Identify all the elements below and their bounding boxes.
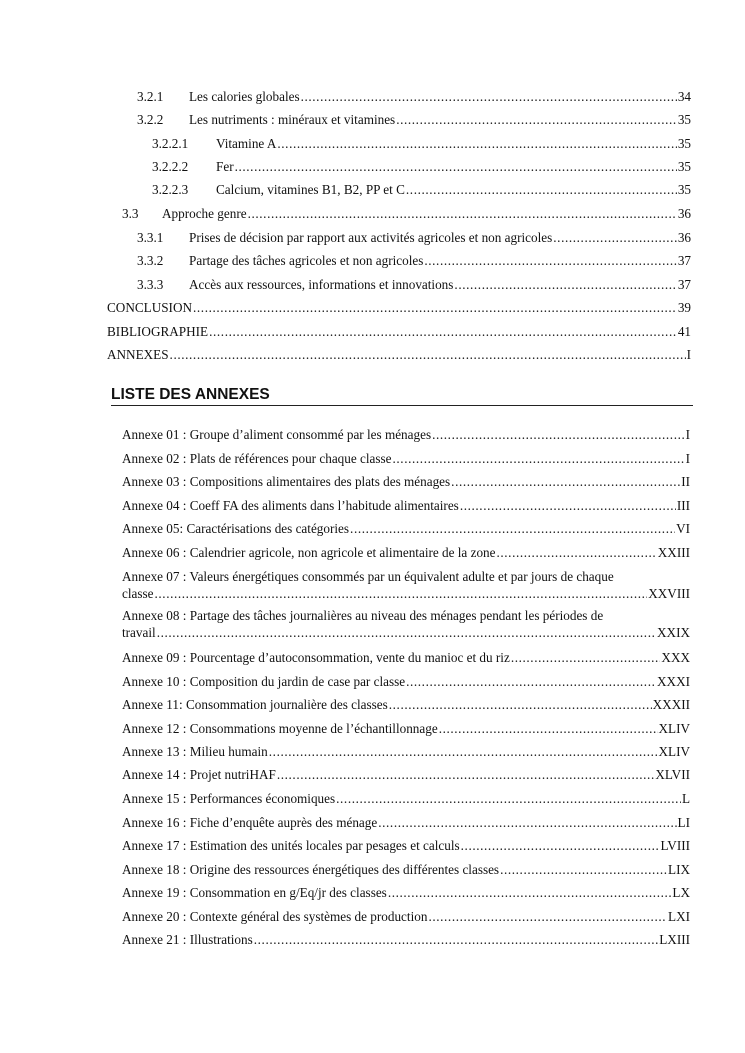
toc-entry[interactable] [152,182,691,198]
annex-entry[interactable] [122,498,690,515]
toc-title: Les nutriments : minéraux et vitamines [189,112,396,127]
annex-title: Annexe 10 : Composition du jardin de case par classe [122,674,406,689]
annex-page: LVIII [660,838,690,853]
annex-entry[interactable] [122,427,690,444]
annex-leader [511,650,661,667]
annex-leader [277,767,654,784]
annex-entry[interactable] [122,862,690,879]
toc-leader [277,136,676,152]
annex-title: Annexe 21 : Illustrations [122,932,253,947]
toc-page: 36 [677,230,691,245]
toc-entry[interactable] [152,159,691,175]
toc-leader [170,347,686,363]
annex-entry[interactable] [122,721,690,738]
toc-leader [396,112,677,128]
toc-entry[interactable] [137,277,691,293]
toc-number: 3.2.2.1 [152,136,189,151]
annex-leader [439,721,658,738]
toc-leader [235,159,677,175]
toc-title: BIBLIOGRAPHIE [107,324,209,339]
annex-title: Annexe 06 : Calendrier agricole, non agricole et alimentaire de la zone [122,545,496,560]
annex-title: Annexe 15 : Performances économiques [122,791,336,806]
toc-number: 3.3 [122,206,139,221]
toc-leader [193,300,677,316]
annex-leader [157,625,656,642]
annex-leader [336,791,681,808]
annex-leader [432,427,685,444]
toc-entry-bibliographie[interactable] [107,324,691,340]
toc-page: I [686,347,691,362]
annex-title: Annexe 18 : Origine des ressources énergétiques des différentes classes [122,862,500,877]
toc-entry-annexes[interactable] [107,347,691,363]
annex-list-heading: LISTE DES ANNEXES [111,386,693,406]
annex-page: XXIII [657,545,690,560]
toc-page: 35 [677,112,691,127]
annex-entry[interactable] [122,521,690,538]
toc-number: 3.2.1 [137,89,164,104]
annex-page: LXI [668,909,690,924]
toc-number: 3.3.1 [137,230,164,245]
toc-entry[interactable] [137,253,691,269]
annex-page: XXX [661,650,690,665]
annex-title: Annexe 08 : Partage des tâches journalières au niveau des ménages pendant les périodes de [122,608,604,623]
annex-entry[interactable] [122,650,690,667]
annex-page: XLVII [655,767,690,782]
toc-entry[interactable] [122,206,691,222]
annex-page: XLIV [658,744,690,759]
annex-entry-multiline[interactable] [122,569,690,602]
annex-entry[interactable] [122,815,690,832]
toc-leader [553,230,677,246]
annex-page: XXXII [652,697,690,712]
annex-title: Annexe 04 : Coeff FA des aliments dans l’habitude alimentaires [122,498,459,513]
annex-page: VI [676,521,690,536]
annex-title: Annexe 09 : Pourcentage d’autoconsommation, vente du manioc et du riz [122,650,510,665]
annex-title: Annexe 14 : Projet nutriHAF [122,767,276,782]
toc-title: Prises de décision par rapport aux activités agricoles et non agricoles [189,230,553,245]
annex-title: Annexe 03 : Compositions alimentaires des plats des ménages [122,474,451,489]
annex-page: LXIII [659,932,690,947]
annex-entry[interactable] [122,791,690,808]
toc-leader [248,206,677,222]
toc-title: Les calories globales [189,89,300,104]
annex-title: Annexe 05: Caractérisations des catégories [122,521,350,536]
annex-title-continued: classe [122,585,154,601]
annex-entry[interactable] [122,767,690,784]
toc-page: 35 [677,136,691,151]
annex-page: LIX [668,862,690,877]
toc-page: 35 [677,182,691,197]
annex-entry[interactable] [122,674,690,691]
annex-leader [496,545,656,562]
annex-entry[interactable] [122,474,690,491]
annex-leader [389,697,652,714]
annex-title: Annexe 13 : Milieu humain [122,744,268,759]
annex-page: III [676,498,690,513]
annex-title: Annexe 12 : Consommations moyenne de l’échantillonnage [122,721,438,736]
annex-leader [460,498,676,515]
annex-page: XLIV [658,721,690,736]
toc-entry[interactable] [137,230,691,246]
annex-leader [500,862,667,879]
annex-page: L [681,791,690,806]
toc-entry-conclusion[interactable] [107,300,691,316]
toc-number: 3.2.2.3 [152,182,189,197]
toc-page: 37 [677,253,691,268]
toc-title: Fer [216,159,234,174]
toc-title: Accès aux ressources, informations et innovations [189,277,454,292]
annex-entry-multiline[interactable] [122,608,690,641]
annex-entry[interactable] [122,909,690,926]
annex-title: Annexe 01 : Groupe d’aliment consommé par les ménages [122,427,432,442]
annex-leader [388,885,672,902]
annex-title-continued: travail [122,624,156,640]
toc-number: 3.2.2 [137,112,164,127]
toc-number: 3.3.3 [137,277,164,292]
annex-leader [428,909,667,926]
annex-leader [269,744,658,761]
annex-leader [155,586,648,603]
annex-leader [350,521,675,538]
annex-page: II [681,474,690,489]
toc-page: 36 [677,206,691,221]
annex-entry[interactable] [122,744,690,761]
annex-entry[interactable] [122,545,690,562]
toc-page: 41 [677,324,691,339]
toc-number: 3.2.2.2 [152,159,189,174]
toc-title: Approche genre [162,206,247,221]
annex-title: Annexe 20 : Contexte général des systèmes de production [122,909,428,924]
toc-entry[interactable] [137,89,691,105]
annex-page: I [685,427,690,442]
toc-title: ANNEXES [107,347,169,362]
annex-page: LX [672,885,690,900]
annex-page: XXIX [657,624,690,640]
annex-title: Annexe 16 : Fiche d’enquête auprès des ménage [122,815,378,830]
toc-page: 39 [677,300,691,315]
toc-leader [424,253,676,269]
annex-title: Annexe 11: Consommation journalière des classes [122,697,388,712]
annex-title: Annexe 07 : Valeurs énergétiques consommés par un équivalent adulte et par jours de chaque [122,569,614,584]
toc-leader [406,182,677,198]
annex-leader [254,932,658,949]
annex-leader [451,474,680,491]
annex-entry[interactable] [122,697,690,714]
toc-page: 37 [677,277,691,292]
toc-title: Vitamine A [216,136,277,151]
toc-leader [301,89,677,105]
toc-leader [209,324,677,340]
annex-page: I [685,451,690,466]
toc-title: CONCLUSION [107,300,192,315]
annex-leader [461,838,660,855]
annex-leader [406,674,656,691]
annex-page: XXVIII [648,585,690,601]
annex-entry[interactable] [122,838,690,855]
annex-entry[interactable] [122,885,690,902]
toc-entry[interactable] [152,136,691,152]
annex-leader [378,815,676,832]
toc-title: Partage des tâches agricoles et non agricoles [189,253,424,268]
toc-entry[interactable] [137,112,691,128]
toc-page: 34 [677,89,691,104]
annex-leader [393,451,685,468]
annex-page: XXXI [657,674,690,689]
annex-entry[interactable] [122,451,690,468]
annex-title: Annexe 17 : Estimation des unités locales par pesages et calculs [122,838,460,853]
toc-page: 35 [677,159,691,174]
annex-title: Annexe 19 : Consommation en g/Eq/jr des classes [122,885,387,900]
annex-page: LI [677,815,690,830]
toc-title: Calcium, vitamines B1, B2, PP et C [216,182,405,197]
annex-title: Annexe 02 : Plats de références pour chaque classe [122,451,392,466]
annex-entry[interactable] [122,932,690,949]
toc-leader [454,277,676,293]
toc-number: 3.3.2 [137,253,164,268]
